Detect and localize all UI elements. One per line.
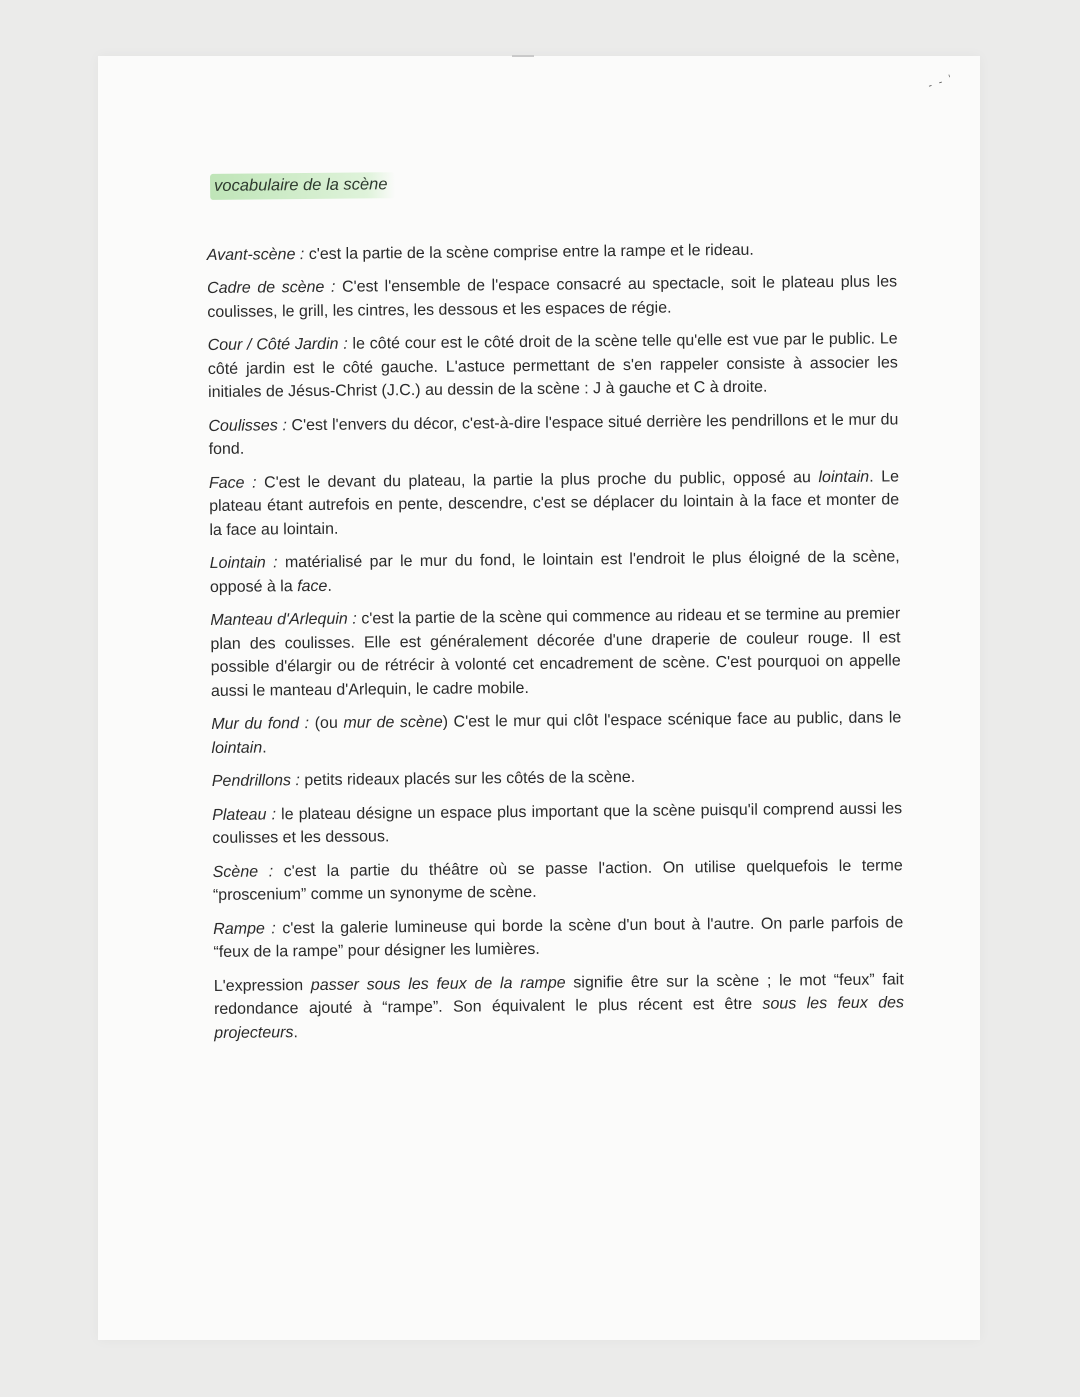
entry-definition-text: . — [262, 738, 267, 756]
entry-definition-text: C'est l'ensemble de l'espace consacré au spectacle, soit le plateau plus les coulisses, le grill, les cintres, les dessous et les espaces de régie. — [207, 273, 898, 321]
entry-term: Coulisses — [208, 416, 278, 435]
entry-definition-text: (ou — [314, 714, 344, 732]
entry-definition-text: lointain — [211, 738, 263, 757]
entry-definition-text: . — [293, 1023, 298, 1041]
entry-separator: : — [298, 714, 315, 733]
corner-mark: ‑ ‑ ˈ — [926, 73, 956, 92]
entry-term: Scène — [212, 863, 259, 881]
entry-definition-text: le plateau désigne un espace plus important que la scène puisqu'il comprend aussi les coulisses et les dessous. — [212, 799, 903, 847]
entry-term: Cour / Côté Jardin — [207, 335, 339, 354]
entry-definition-text: passer sous les feux de la rampe — [310, 974, 566, 994]
entry-separator: : — [347, 610, 362, 628]
entry-definition-text: mur de scène — [343, 713, 443, 732]
entry-definition-text: C'est l'envers du décor, c'est-à-dire l'espace situé derrière les pendrillons et le mur du fond. — [208, 410, 899, 458]
entry-term: Avant-scène — [206, 245, 296, 264]
entry-term: Lointain — [209, 554, 266, 572]
vocabulary-entry — [207, 237, 897, 267]
vocabulary-entry — [208, 327, 899, 404]
entry-term: Manteau d'Arlequin — [210, 610, 348, 629]
entry-definition-text: matérialisé par le mur du fond, le lointain est l'endroit le plus éloigné de la scène, opposé à la — [209, 548, 900, 596]
entry-term: Cadre de scène — [207, 278, 325, 297]
entry-separator: : — [257, 862, 284, 881]
entry-definition-text: le côté cour est le côté droit de la scène telle qu'elle est vue par le public. Le côté jardin est le côté gauche. L'astuce permettant de s'en rappeler consiste à associer les initiales de Jésus-Christ (J.C.) au dessin de la scène : J à gauche et C à droite. — [207, 330, 898, 401]
entry-term: Face — [208, 474, 245, 492]
entry-definition-text: L'expression — [213, 976, 311, 995]
vocabulary-entry — [213, 911, 903, 965]
vocabulary-entry — [213, 854, 903, 908]
vocabulary-entry — [208, 408, 898, 462]
entry-separator: : — [244, 473, 265, 492]
entry-definition-text: c'est la partie du théâtre où se passe l'action. On utilise quelquefois le terme “proscenium” comme un synonyme de scène. — [212, 856, 903, 904]
entry-term: Pendrillons — [211, 772, 292, 790]
entry-separator: : — [324, 278, 343, 296]
vocabulary-list — [207, 237, 905, 1045]
vocabulary-entry — [212, 797, 902, 851]
entry-separator: : — [295, 245, 309, 263]
document-body — [206, 167, 904, 1055]
scan-artifact — [512, 55, 534, 57]
entry-definition-text: c'est la partie de la scène comprise entre la rampe et le rideau. — [308, 241, 754, 263]
entry-term: Mur du fond — [211, 715, 300, 733]
entry-definition-text: signifie être sur la scène ; le mot “feux” fait redondance ajouté à “rampe”. Son équivalent le plus récent est être — [213, 970, 904, 1018]
entry-definition-text: C'est le devant du plateau, la partie la plus proche du public, opposé au — [264, 468, 819, 491]
entry-definition-text: . Le plateau étant autrefois en pente, descendre, c'est se déplacer du lointain à la face et monter de la face au lointain. — [209, 467, 900, 539]
entry-definition-text: c'est la galerie lumineuse qui borde la scène d'un bout à l'autre. On parle parfois de “feux de la rampe” pour désigner les lumières. — [213, 913, 904, 961]
vocabulary-entry — [210, 602, 901, 703]
entry-definition-text: sous les feux des projecteurs — [214, 994, 905, 1042]
vocabulary-entry — [207, 270, 897, 324]
entry-separator: : — [290, 772, 305, 790]
vocabulary-entry — [209, 465, 900, 542]
entry-definition-text: ) C'est le mur qui clôt l'espace scénique face au public, dans le — [442, 709, 902, 731]
entry-term: Plateau — [212, 805, 267, 824]
entry-separator: : — [338, 335, 353, 353]
vocabulary-entry — [210, 545, 900, 599]
entry-definition-text: . — [327, 577, 332, 595]
entry-definition-text: c'est la partie de la scène qui commence au rideau et se termine au premier plan des coulisses. Elle est généralement décorée d'une draperie de couleur rouge. Il est possible d'élargir ou de rétrécir à volonté cet encadrement de scène. C'est pourquoi on appelle aussi le manteau d'Arlequin, le cadre mobile. — [210, 605, 901, 700]
vocabulary-entry — [214, 968, 905, 1045]
entry-term: Rampe — [213, 919, 265, 938]
entry-definition-text: lointain — [818, 468, 870, 486]
entry-separator: : — [264, 919, 283, 937]
entry-separator: : — [265, 554, 286, 572]
entry-separator: : — [266, 805, 282, 823]
page-title: vocabulaire de la scène — [210, 172, 396, 199]
entry-separator: : — [277, 416, 292, 434]
vocabulary-entry — [211, 706, 901, 760]
vocabulary-entry — [212, 763, 902, 793]
entry-definition-text: face — [297, 577, 328, 595]
entry-definition-text: petits rideaux placés sur les côtés de la scène. — [304, 768, 636, 790]
